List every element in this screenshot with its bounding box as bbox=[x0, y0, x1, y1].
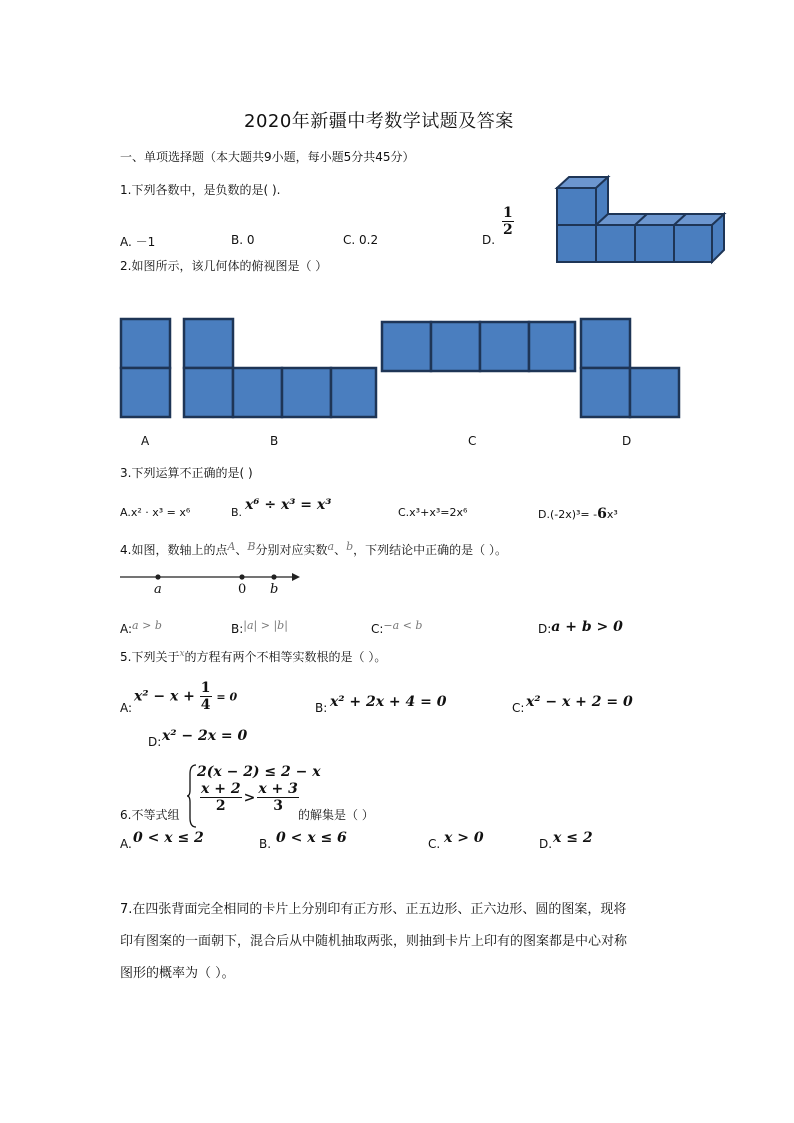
q6-greater-than: > bbox=[243, 789, 256, 806]
fraction-denominator: 4 bbox=[200, 697, 211, 713]
q3-option-b-math: x⁶ ÷ x³ = x³ bbox=[245, 497, 332, 513]
question-7-line-1: 7.在四张背面完全相同的卡片上分别印有正方形、正五边形、正六边形、圆的图案，现将 bbox=[120, 902, 627, 917]
q5-option-a-label: A: bbox=[120, 701, 133, 715]
q4-option-a-math: a > b bbox=[132, 619, 162, 632]
q4-option-d-math: a + b > 0 bbox=[551, 619, 623, 635]
q4-stem-part: 分别对应实数 bbox=[255, 543, 328, 557]
q6-option-c-math: x > 0 bbox=[444, 830, 484, 846]
q3-option-c: C.x³+x³=2x⁶ bbox=[398, 506, 468, 519]
q1-option-c: C. 0.2 bbox=[343, 233, 379, 247]
q6-inequality-1: 2(x − 2) ≤ 2 − x bbox=[197, 764, 321, 780]
q6-option-a-math: 0 < x ≤ 2 bbox=[133, 830, 204, 846]
q6-option-d-math: x ≤ 2 bbox=[553, 830, 593, 846]
question-7-line-3: 图形的概率为（ ）。 bbox=[120, 966, 235, 981]
q5-option-d-math: x² − 2x = 0 bbox=[162, 728, 248, 744]
q6-fraction-2 bbox=[257, 781, 299, 814]
q4-option-d-label: D: bbox=[538, 622, 552, 636]
q4-stem-part: 4.如图，数轴上的点 bbox=[120, 543, 228, 557]
q6-option-a-label: A. bbox=[120, 837, 132, 851]
q4-option-c-label: C: bbox=[371, 622, 384, 636]
q6-option-b-label: B. bbox=[259, 837, 272, 851]
fraction-numerator: x + 2 bbox=[201, 781, 241, 797]
fraction-denominator: 2 bbox=[503, 222, 513, 238]
axis-label-zero: 0 bbox=[238, 582, 247, 597]
q5-option-a-math bbox=[134, 680, 237, 713]
q2-label-a: A bbox=[141, 434, 150, 448]
q4-option-a bbox=[120, 619, 162, 636]
q4-option-b-label: B: bbox=[231, 622, 244, 636]
point-a-dot bbox=[155, 574, 160, 579]
q4-real-a: a bbox=[327, 540, 335, 553]
q5-option-c-math: x² − x + 2 = 0 bbox=[526, 694, 633, 710]
number-line bbox=[120, 570, 310, 584]
q3-option-d-suffix: x³ bbox=[606, 508, 618, 521]
q6-stem-post: 的解集是（ ） bbox=[298, 808, 374, 822]
q1-option-a: A. －1 bbox=[120, 235, 156, 249]
q5-option-b-label: B: bbox=[315, 701, 328, 715]
question-3-stem: 3.下列运算不正确的是( ) bbox=[120, 466, 253, 480]
q1-option-d-label: D. bbox=[482, 233, 496, 247]
fraction-numerator: 1 bbox=[503, 205, 513, 221]
q2-label-c: C bbox=[468, 434, 477, 448]
q6-inequality-2 bbox=[200, 781, 299, 814]
axis-label-a: a bbox=[154, 582, 162, 597]
page-title: 2020年新疆中考数学试题及答案 bbox=[244, 111, 514, 132]
q5-option-a-equals: = 0 bbox=[216, 690, 238, 704]
q3-option-d bbox=[538, 506, 618, 522]
q4-option-b-math: |a| > |b| bbox=[243, 619, 288, 632]
q2-label-b: B bbox=[270, 434, 279, 448]
q1-option-d-fraction bbox=[502, 205, 514, 238]
q5-stem-part: 的方程有两个不相等实数根的是（ ）。 bbox=[184, 650, 387, 664]
q5-option-c-label: C: bbox=[512, 701, 525, 715]
q4-option-c-math: −a < b bbox=[383, 619, 423, 632]
fraction-denominator: 3 bbox=[273, 798, 283, 814]
solid-figure-3d bbox=[556, 176, 726, 264]
point-zero-dot bbox=[239, 574, 244, 579]
q6-fraction-1 bbox=[200, 781, 242, 814]
q5-option-a-expression: x² − x + bbox=[134, 688, 195, 705]
q6-option-c-label: C. bbox=[428, 837, 441, 851]
question-1-stem: 1.下列各数中，是负数的是( ). bbox=[120, 183, 281, 197]
q3-option-a: A.x² · x³ = x⁶ bbox=[120, 506, 191, 519]
fraction-denominator: 2 bbox=[215, 798, 226, 814]
q5-option-d-label: D: bbox=[148, 735, 162, 749]
q4-option-c bbox=[371, 619, 422, 636]
q4-stem-part: 、 bbox=[334, 543, 347, 557]
q5-option-a-fraction bbox=[200, 680, 212, 713]
q5-option-b-math: x² + 2x + 4 = 0 bbox=[330, 694, 447, 710]
q5-variable: x bbox=[179, 649, 185, 659]
q3-option-b-label: B. bbox=[231, 506, 243, 519]
q6-option-d-label: D. bbox=[539, 837, 553, 851]
q3-option-d-prefix: D.(-2x)³= - bbox=[538, 508, 598, 521]
q2-label-d: D bbox=[622, 434, 632, 448]
question-7-line-2: 印有图案的一面朝下，混合后从中随机抽取两张，则抽到卡片上印有的图案都是中心对称 bbox=[120, 934, 628, 949]
q4-stem-part: ，下列结论中正确的是（ ）。 bbox=[353, 543, 507, 557]
q6-option-b-math: 0 < x ≤ 6 bbox=[276, 830, 347, 846]
fraction-numerator: 1 bbox=[200, 680, 211, 696]
q6-stem-pre: 6.不等式组 bbox=[120, 808, 180, 822]
option-b-figure bbox=[183, 318, 377, 418]
option-a-figure bbox=[120, 318, 172, 418]
axis-label-b: b bbox=[270, 582, 279, 597]
point-b-dot bbox=[271, 574, 276, 579]
option-d-figure bbox=[580, 318, 682, 418]
option-c-figure bbox=[381, 321, 577, 373]
q4-option-a-label: A: bbox=[120, 622, 133, 636]
q1-option-b: B. 0 bbox=[231, 233, 255, 247]
q4-stem-part: 、 bbox=[235, 543, 248, 557]
q4-option-b bbox=[231, 619, 288, 636]
section-heading: 一、单项选择题（本大题共9小题，每小题5分共45分） bbox=[120, 150, 415, 164]
q3-option-d-coefficient: 6 bbox=[597, 506, 607, 522]
question-5-stem bbox=[120, 648, 386, 665]
question-4-stem bbox=[120, 540, 507, 558]
q4-option-d bbox=[538, 619, 623, 636]
q4-point-b: B bbox=[247, 540, 256, 553]
q4-real-b: b bbox=[346, 540, 354, 553]
question-2-stem: 2.如图所示，该几何体的俯视图是（ ） bbox=[120, 259, 328, 273]
q5-stem-part: 5.下列关于 bbox=[120, 650, 180, 664]
fraction-numerator: x + 3 bbox=[258, 781, 298, 797]
q4-point-a: A bbox=[227, 540, 236, 553]
